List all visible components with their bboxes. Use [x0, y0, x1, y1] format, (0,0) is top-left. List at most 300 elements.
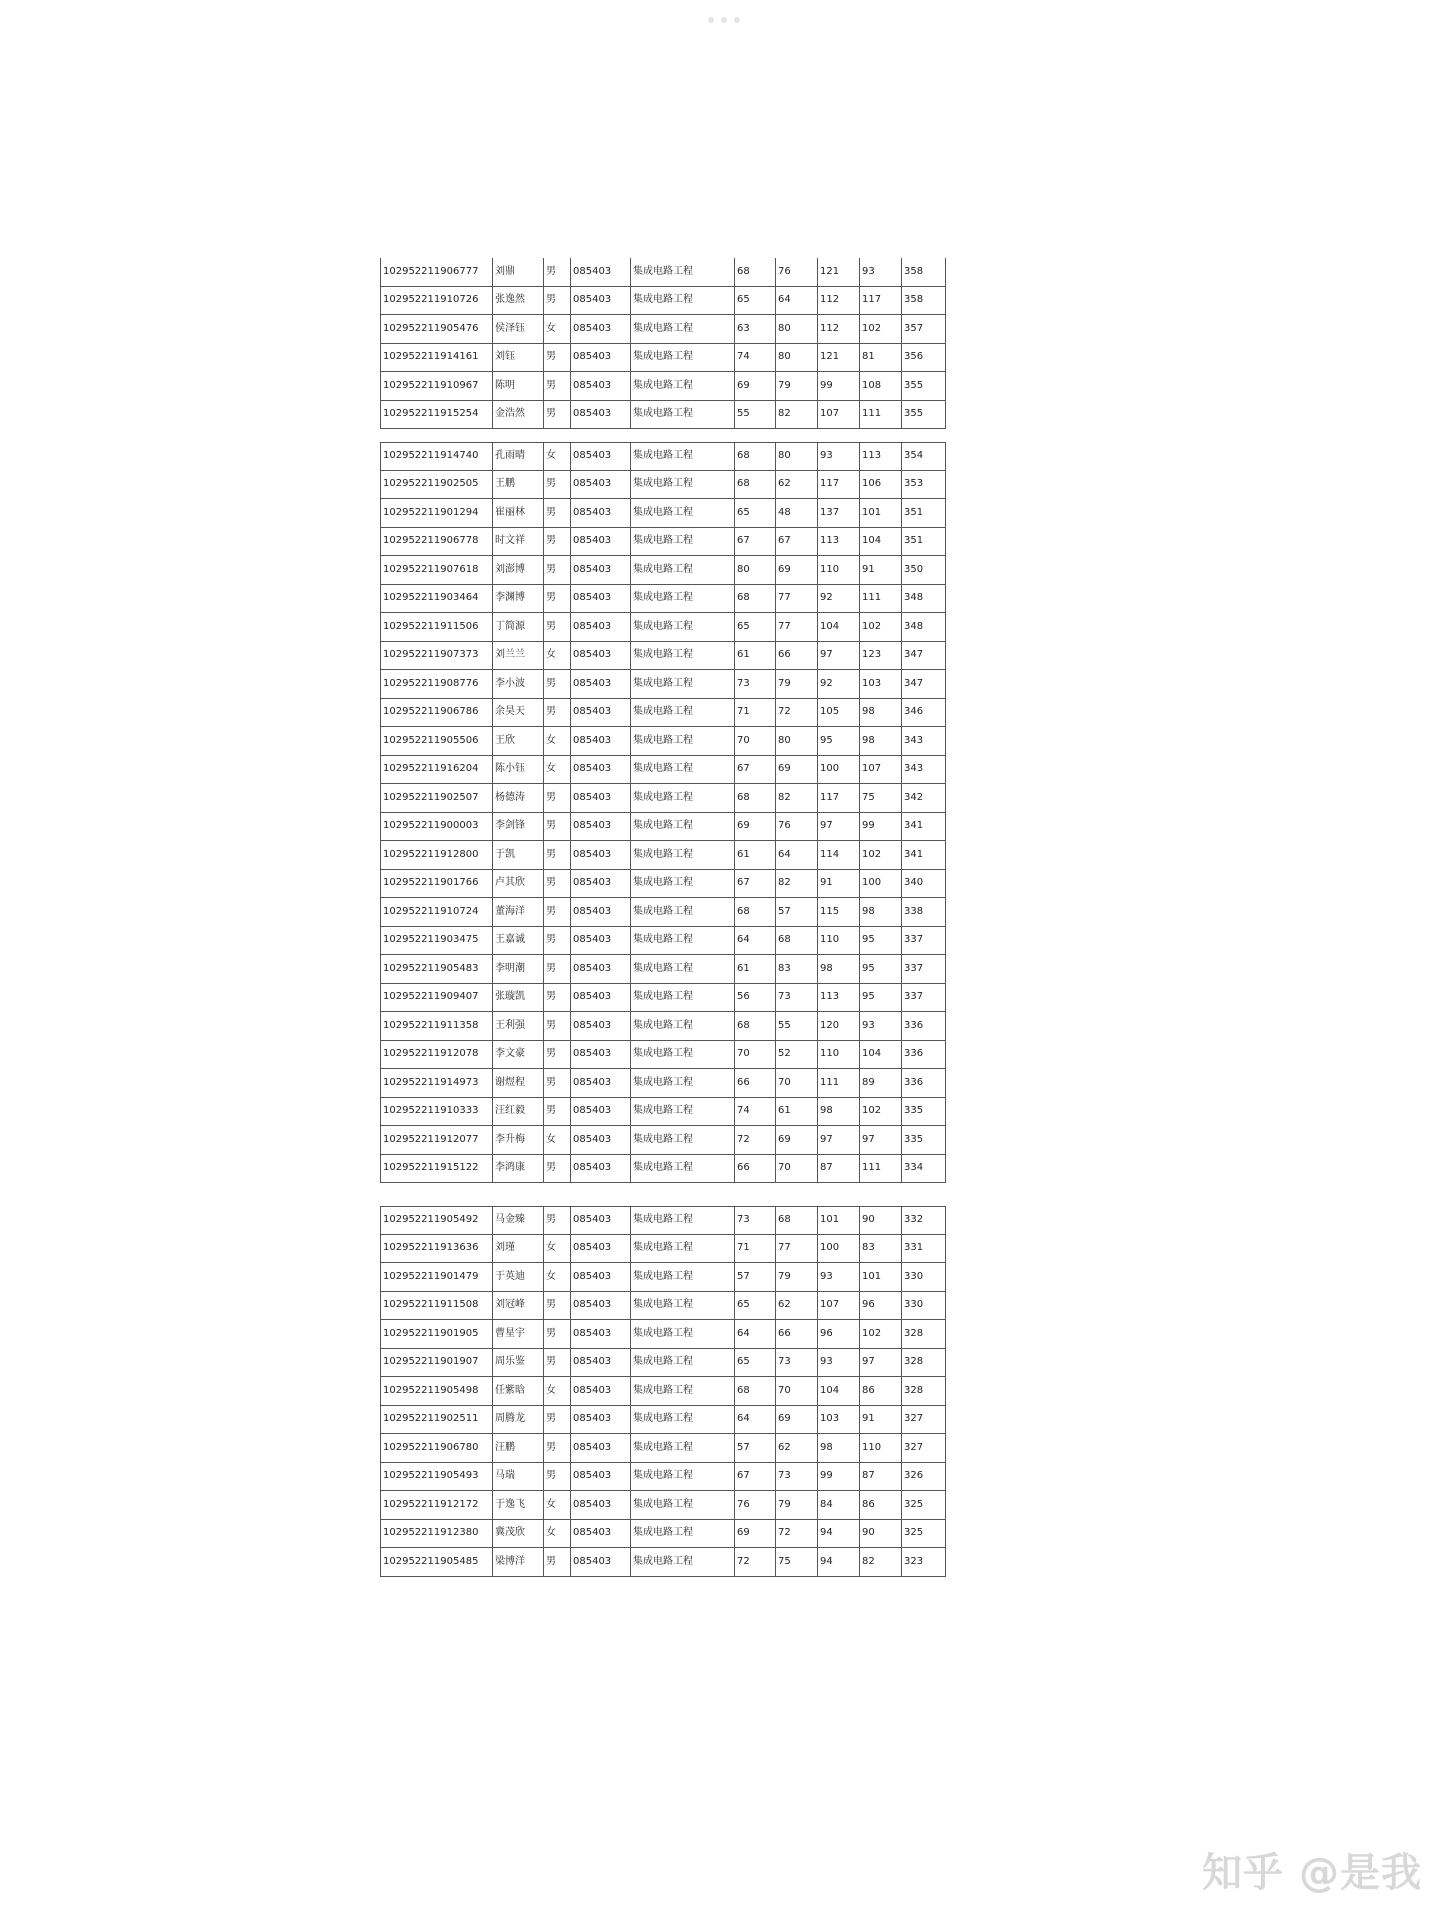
- table-cell: 95: [862, 962, 875, 974]
- table-cell: 123: [862, 649, 882, 661]
- table-cell: 085403: [573, 1356, 612, 1368]
- table-cell: 101: [862, 1270, 882, 1282]
- table-cell: 102952211912380: [383, 1527, 479, 1539]
- table-row: [380, 1377, 946, 1406]
- table-cell: 085403: [573, 506, 612, 518]
- table-cell: 085403: [573, 408, 612, 420]
- table-cell: 于逸飞: [495, 1498, 525, 1510]
- table-cell: 085403: [573, 1555, 612, 1567]
- table-cell: 102952211905492: [383, 1213, 479, 1225]
- table-cell: 68: [778, 1213, 791, 1225]
- table-cell: 刘钰: [495, 351, 515, 363]
- table-cell: 集成电路工程: [633, 379, 693, 391]
- table-cell: 71: [737, 706, 750, 718]
- table-cell: 337: [904, 991, 924, 1003]
- table-row: [380, 1041, 946, 1070]
- table-cell: 113: [862, 449, 882, 461]
- table-cell: 73: [778, 991, 791, 1003]
- table-row: [380, 1349, 946, 1378]
- table-cell: 杨德涛: [495, 791, 525, 803]
- table-cell: 68: [737, 478, 750, 490]
- table-row: [380, 287, 946, 316]
- table-cell: 102952211902507: [383, 791, 479, 803]
- table-cell: 98: [820, 1441, 833, 1453]
- table-cell: 085403: [573, 934, 612, 946]
- table-cell: 102952211908776: [383, 677, 479, 689]
- table-cell: 男: [546, 620, 556, 632]
- table-cell: 085403: [573, 1270, 612, 1282]
- table-cell: 95: [820, 734, 833, 746]
- table-cell: 69: [737, 820, 750, 832]
- table-cell: 刘瑾: [495, 1242, 515, 1254]
- table-row: [380, 1012, 946, 1041]
- table-cell: 92: [820, 677, 833, 689]
- table-cell: 谢煜程: [495, 1076, 525, 1088]
- table-cell: 358: [904, 294, 924, 306]
- table-cell: 102952211901294: [383, 506, 479, 518]
- table-cell: 327: [904, 1413, 924, 1425]
- page-indicator-dots: [708, 17, 740, 23]
- table-cell: 102952211901766: [383, 877, 479, 889]
- table-cell: 335: [904, 1133, 924, 1145]
- table-cell: 102952211901479: [383, 1270, 479, 1282]
- table-cell: 男: [546, 294, 556, 306]
- table-cell: 李明潮: [495, 962, 525, 974]
- table-cell: 66: [778, 649, 791, 661]
- table-cell: 343: [904, 734, 924, 746]
- table-row: [380, 870, 946, 899]
- table-cell: 集成电路工程: [633, 620, 693, 632]
- table-cell: 64: [737, 1413, 750, 1425]
- table-cell: 55: [737, 408, 750, 420]
- table-cell: 男: [546, 592, 556, 604]
- table-cell: 085403: [573, 535, 612, 547]
- table-cell: 104: [862, 535, 882, 547]
- table-cell: 集成电路工程: [633, 506, 693, 518]
- table-cell: 99: [820, 379, 833, 391]
- table-cell: 63: [737, 322, 750, 334]
- table-cell: 348: [904, 620, 924, 632]
- table-row: [380, 756, 946, 785]
- table-cell: 102952211910333: [383, 1105, 479, 1117]
- table-cell: 时文祥: [495, 535, 525, 547]
- table-cell: 李鸿康: [495, 1162, 525, 1174]
- table-cell: 085403: [573, 322, 612, 334]
- table-cell: 102952211912800: [383, 848, 479, 860]
- table-cell: 67: [737, 763, 750, 775]
- table-cell: 于凯: [495, 848, 515, 860]
- table-cell: 68: [737, 791, 750, 803]
- table-cell: 王嘉诚: [495, 934, 525, 946]
- table-cell: 89: [862, 1076, 875, 1088]
- table-row: [380, 1548, 946, 1577]
- table-cell: 56: [737, 991, 750, 1003]
- table-cell: 102952211906778: [383, 535, 479, 547]
- table-cell: 323: [904, 1555, 924, 1567]
- table-cell: 74: [737, 1105, 750, 1117]
- table-row: [380, 898, 946, 927]
- table-cell: 121: [820, 265, 840, 277]
- table-cell: 集成电路工程: [633, 322, 693, 334]
- table-cell: 085403: [573, 620, 612, 632]
- table-cell: 102952211914973: [383, 1076, 479, 1088]
- table-cell: 94: [820, 1527, 833, 1539]
- table-cell: 110: [862, 1441, 882, 1453]
- table-cell: 97: [862, 1133, 875, 1145]
- table-cell: 集成电路工程: [633, 1356, 693, 1368]
- table-cell: 84: [820, 1498, 833, 1510]
- table-cell: 陈明: [495, 379, 515, 391]
- table-cell: 67: [737, 877, 750, 889]
- table-cell: 男: [546, 265, 556, 277]
- table-cell: 105: [820, 706, 840, 718]
- table-cell: 董海洋: [495, 905, 525, 917]
- table-cell: 男: [546, 962, 556, 974]
- table-cell: 340: [904, 877, 924, 889]
- table-cell: 085403: [573, 791, 612, 803]
- table-cell: 328: [904, 1327, 924, 1339]
- table-cell: 73: [737, 677, 750, 689]
- table-cell: 102952211905483: [383, 962, 479, 974]
- table-cell: 102952211905476: [383, 322, 479, 334]
- table-row: [380, 1206, 946, 1235]
- table-cell: 86: [862, 1384, 875, 1396]
- table-cell: 66: [737, 1076, 750, 1088]
- table-cell: 男: [546, 478, 556, 490]
- table-cell: 351: [904, 506, 924, 518]
- table-cell: 93: [862, 265, 875, 277]
- table-cell: 女: [546, 322, 556, 334]
- table-cell: 73: [737, 1213, 750, 1225]
- table-cell: 92: [820, 592, 833, 604]
- table-cell: 102952211907618: [383, 563, 479, 575]
- table-cell: 83: [778, 962, 791, 974]
- table-cell: 刘鼎: [495, 265, 515, 277]
- table-cell: 68: [737, 592, 750, 604]
- table-cell: 男: [546, 1327, 556, 1339]
- table-cell: 110: [820, 1048, 840, 1060]
- table-cell: 102952211900003: [383, 820, 479, 832]
- table-cell: 男: [546, 1470, 556, 1482]
- table-cell: 73: [778, 1470, 791, 1482]
- table-cell: 男: [546, 991, 556, 1003]
- table-cell: 刘冠峰: [495, 1299, 525, 1311]
- table-cell: 107: [820, 408, 840, 420]
- table-cell: 103: [820, 1413, 840, 1425]
- table-cell: 女: [546, 1270, 556, 1282]
- table-cell: 女: [546, 449, 556, 461]
- table-cell: 金浩然: [495, 408, 525, 420]
- table-cell: 集成电路工程: [633, 820, 693, 832]
- table-cell: 集成电路工程: [633, 734, 693, 746]
- table-cell: 98: [862, 905, 875, 917]
- table-cell: 79: [778, 379, 791, 391]
- table-cell: 集成电路工程: [633, 991, 693, 1003]
- table-cell: 刘澎博: [495, 563, 525, 575]
- table-cell: 集成电路工程: [633, 1270, 693, 1282]
- table-cell: 69: [737, 1527, 750, 1539]
- table-cell: 70: [778, 1076, 791, 1088]
- table-cell: 集成电路工程: [633, 1105, 693, 1117]
- table-cell: 102952211906777: [383, 265, 479, 277]
- table-cell: 341: [904, 820, 924, 832]
- table-cell: 男: [546, 563, 556, 575]
- table-cell: 085403: [573, 848, 612, 860]
- table-cell: 集成电路工程: [633, 1498, 693, 1510]
- table-cell: 男: [546, 379, 556, 391]
- table-cell: 女: [546, 763, 556, 775]
- table-cell: 328: [904, 1384, 924, 1396]
- table-cell: 集成电路工程: [633, 877, 693, 889]
- table-cell: 102952211907373: [383, 649, 479, 661]
- table-cell: 93: [820, 1356, 833, 1368]
- table-cell: 张逸然: [495, 294, 525, 306]
- table-cell: 102952211903475: [383, 934, 479, 946]
- table-cell: 集成电路工程: [633, 478, 693, 490]
- table-cell: 348: [904, 592, 924, 604]
- table-row: [380, 315, 946, 344]
- table-cell: 338: [904, 905, 924, 917]
- table-cell: 72: [778, 1527, 791, 1539]
- table-cell: 102952211905506: [383, 734, 479, 746]
- table-cell: 102952211905498: [383, 1384, 479, 1396]
- table-cell: 82: [778, 408, 791, 420]
- table-cell: 集成电路工程: [633, 535, 693, 547]
- table-cell: 347: [904, 649, 924, 661]
- score-table-block: [380, 258, 946, 429]
- table-row: [380, 727, 946, 756]
- table-cell: 汪鹏: [495, 1441, 515, 1453]
- table-cell: 90: [862, 1527, 875, 1539]
- table-cell: 马金臻: [495, 1213, 525, 1225]
- table-cell: 085403: [573, 563, 612, 575]
- table-cell: 66: [778, 1327, 791, 1339]
- table-cell: 085403: [573, 379, 612, 391]
- table-cell: 343: [904, 763, 924, 775]
- table-cell: 94: [820, 1555, 833, 1567]
- table-cell: 325: [904, 1527, 924, 1539]
- table-cell: 114: [820, 848, 840, 860]
- table-cell: 104: [820, 620, 840, 632]
- table-cell: 集成电路工程: [633, 677, 693, 689]
- table-cell: 97: [820, 1133, 833, 1145]
- table-cell: 336: [904, 1019, 924, 1031]
- table-cell: 61: [737, 649, 750, 661]
- table-cell: 111: [862, 1162, 882, 1174]
- table-cell: 350: [904, 563, 924, 575]
- table-cell: 崔丽林: [495, 506, 525, 518]
- table-cell: 325: [904, 1498, 924, 1510]
- table-row: [380, 401, 946, 430]
- table-cell: 61: [778, 1105, 791, 1117]
- table-cell: 93: [820, 1270, 833, 1282]
- table-cell: 79: [778, 1270, 791, 1282]
- table-cell: 77: [778, 592, 791, 604]
- table-cell: 周腾龙: [495, 1413, 525, 1425]
- table-row: [380, 1463, 946, 1492]
- table-cell: 集成电路工程: [633, 563, 693, 575]
- table-cell: 72: [737, 1555, 750, 1567]
- table-cell: 336: [904, 1048, 924, 1060]
- table-cell: 085403: [573, 449, 612, 461]
- table-cell: 102952211911508: [383, 1299, 479, 1311]
- table-cell: 112: [820, 322, 840, 334]
- table-row: [380, 813, 946, 842]
- table-cell: 62: [778, 1299, 791, 1311]
- table-cell: 李渊博: [495, 592, 525, 604]
- table-cell: 98: [820, 962, 833, 974]
- table-cell: 67: [737, 535, 750, 547]
- table-cell: 女: [546, 1527, 556, 1539]
- table-row: [380, 1320, 946, 1349]
- table-cell: 102: [862, 620, 882, 632]
- table-cell: 李剑锋: [495, 820, 525, 832]
- score-table-block: [380, 442, 946, 1183]
- table-cell: 327: [904, 1441, 924, 1453]
- table-cell: 集成电路工程: [633, 1441, 693, 1453]
- table-cell: 102952211915122: [383, 1162, 479, 1174]
- table-cell: 102952211902511: [383, 1413, 479, 1425]
- table-cell: 99: [862, 820, 875, 832]
- table-cell: 357: [904, 322, 924, 334]
- table-cell: 男: [546, 1019, 556, 1031]
- table-cell: 355: [904, 379, 924, 391]
- table-row: [380, 528, 946, 557]
- table-cell: 52: [778, 1048, 791, 1060]
- table-cell: 曹星宇: [495, 1327, 525, 1339]
- table-cell: 111: [862, 592, 882, 604]
- table-cell: 102: [862, 1327, 882, 1339]
- table-cell: 085403: [573, 478, 612, 490]
- table-cell: 82: [778, 791, 791, 803]
- table-cell: 68: [737, 449, 750, 461]
- table-cell: 085403: [573, 1498, 612, 1510]
- table-cell: 57: [778, 905, 791, 917]
- table-cell: 95: [862, 934, 875, 946]
- table-cell: 女: [546, 1242, 556, 1254]
- table-cell: 65: [737, 294, 750, 306]
- table-cell: 76: [737, 1498, 750, 1510]
- table-cell: 330: [904, 1270, 924, 1282]
- table-cell: 102952211915254: [383, 408, 479, 420]
- table-cell: 104: [862, 1048, 882, 1060]
- table-cell: 男: [546, 1162, 556, 1174]
- table-cell: 103: [862, 677, 882, 689]
- table-row: [380, 471, 946, 500]
- table-row: [380, 613, 946, 642]
- table-cell: 李小波: [495, 677, 525, 689]
- table-cell: 侯泽钰: [495, 322, 525, 334]
- table-cell: 孔雨晴: [495, 449, 525, 461]
- table-row: [380, 1263, 946, 1292]
- table-cell: 集成电路工程: [633, 294, 693, 306]
- table-cell: 117: [820, 791, 840, 803]
- table-cell: 男: [546, 1048, 556, 1060]
- table-cell: 102952211902505: [383, 478, 479, 490]
- table-cell: 337: [904, 962, 924, 974]
- table-cell: 102952211910726: [383, 294, 479, 306]
- table-cell: 87: [862, 1470, 875, 1482]
- table-cell: 96: [862, 1299, 875, 1311]
- table-cell: 80: [778, 734, 791, 746]
- table-cell: 65: [737, 1299, 750, 1311]
- table-cell: 于英迪: [495, 1270, 525, 1282]
- table-cell: 101: [862, 506, 882, 518]
- table-row: [380, 670, 946, 699]
- table-cell: 102952211910967: [383, 379, 479, 391]
- table-cell: 358: [904, 265, 924, 277]
- table-cell: 085403: [573, 1527, 612, 1539]
- table-row: [380, 1491, 946, 1520]
- table-cell: 82: [862, 1555, 875, 1567]
- table-cell: 085403: [573, 877, 612, 889]
- table-cell: 93: [862, 1019, 875, 1031]
- table-cell: 102952211911358: [383, 1019, 479, 1031]
- table-cell: 65: [737, 1356, 750, 1368]
- table-row: [380, 1069, 946, 1098]
- table-cell: 354: [904, 449, 924, 461]
- table-cell: 111: [862, 408, 882, 420]
- table-cell: 102952211912077: [383, 1133, 479, 1145]
- table-cell: 326: [904, 1470, 924, 1482]
- table-cell: 68: [737, 265, 750, 277]
- table-cell: 085403: [573, 1384, 612, 1396]
- table-cell: 102952211905485: [383, 1555, 479, 1567]
- table-row: [380, 1434, 946, 1463]
- table-cell: 113: [820, 991, 840, 1003]
- table-cell: 102952211901907: [383, 1356, 479, 1368]
- table-cell: 102952211914161: [383, 351, 479, 363]
- score-table-block: [380, 1206, 946, 1577]
- table-cell: 085403: [573, 677, 612, 689]
- table-cell: 集成电路工程: [633, 763, 693, 775]
- table-cell: 100: [862, 877, 882, 889]
- table-cell: 102952211910724: [383, 905, 479, 917]
- table-cell: 张璇凯: [495, 991, 525, 1003]
- table-cell: 男: [546, 1555, 556, 1567]
- table-cell: 102952211903464: [383, 592, 479, 604]
- table-cell: 75: [862, 791, 875, 803]
- table-cell: 085403: [573, 294, 612, 306]
- table-row: [380, 372, 946, 401]
- table-cell: 085403: [573, 734, 612, 746]
- table-cell: 97: [820, 649, 833, 661]
- table-cell: 66: [737, 1162, 750, 1174]
- table-cell: 67: [737, 1470, 750, 1482]
- table-cell: 女: [546, 734, 556, 746]
- table-cell: 102952211912078: [383, 1048, 479, 1060]
- table-cell: 102952211909407: [383, 991, 479, 1003]
- table-cell: 王欣: [495, 734, 515, 746]
- table-cell: 61: [737, 848, 750, 860]
- table-cell: 61: [737, 962, 750, 974]
- table-cell: 332: [904, 1213, 924, 1225]
- table-cell: 356: [904, 351, 924, 363]
- table-cell: 330: [904, 1299, 924, 1311]
- table-cell: 男: [546, 791, 556, 803]
- table-cell: 085403: [573, 1048, 612, 1060]
- table-cell: 98: [862, 734, 875, 746]
- table-row: [380, 442, 946, 471]
- table-cell: 110: [820, 934, 840, 946]
- table-cell: 75: [778, 1555, 791, 1567]
- table-cell: 085403: [573, 1213, 612, 1225]
- table-cell: 男: [546, 1441, 556, 1453]
- table-cell: 男: [546, 506, 556, 518]
- table-cell: 男: [546, 1213, 556, 1225]
- table-row: [380, 258, 946, 287]
- table-cell: 117: [862, 294, 882, 306]
